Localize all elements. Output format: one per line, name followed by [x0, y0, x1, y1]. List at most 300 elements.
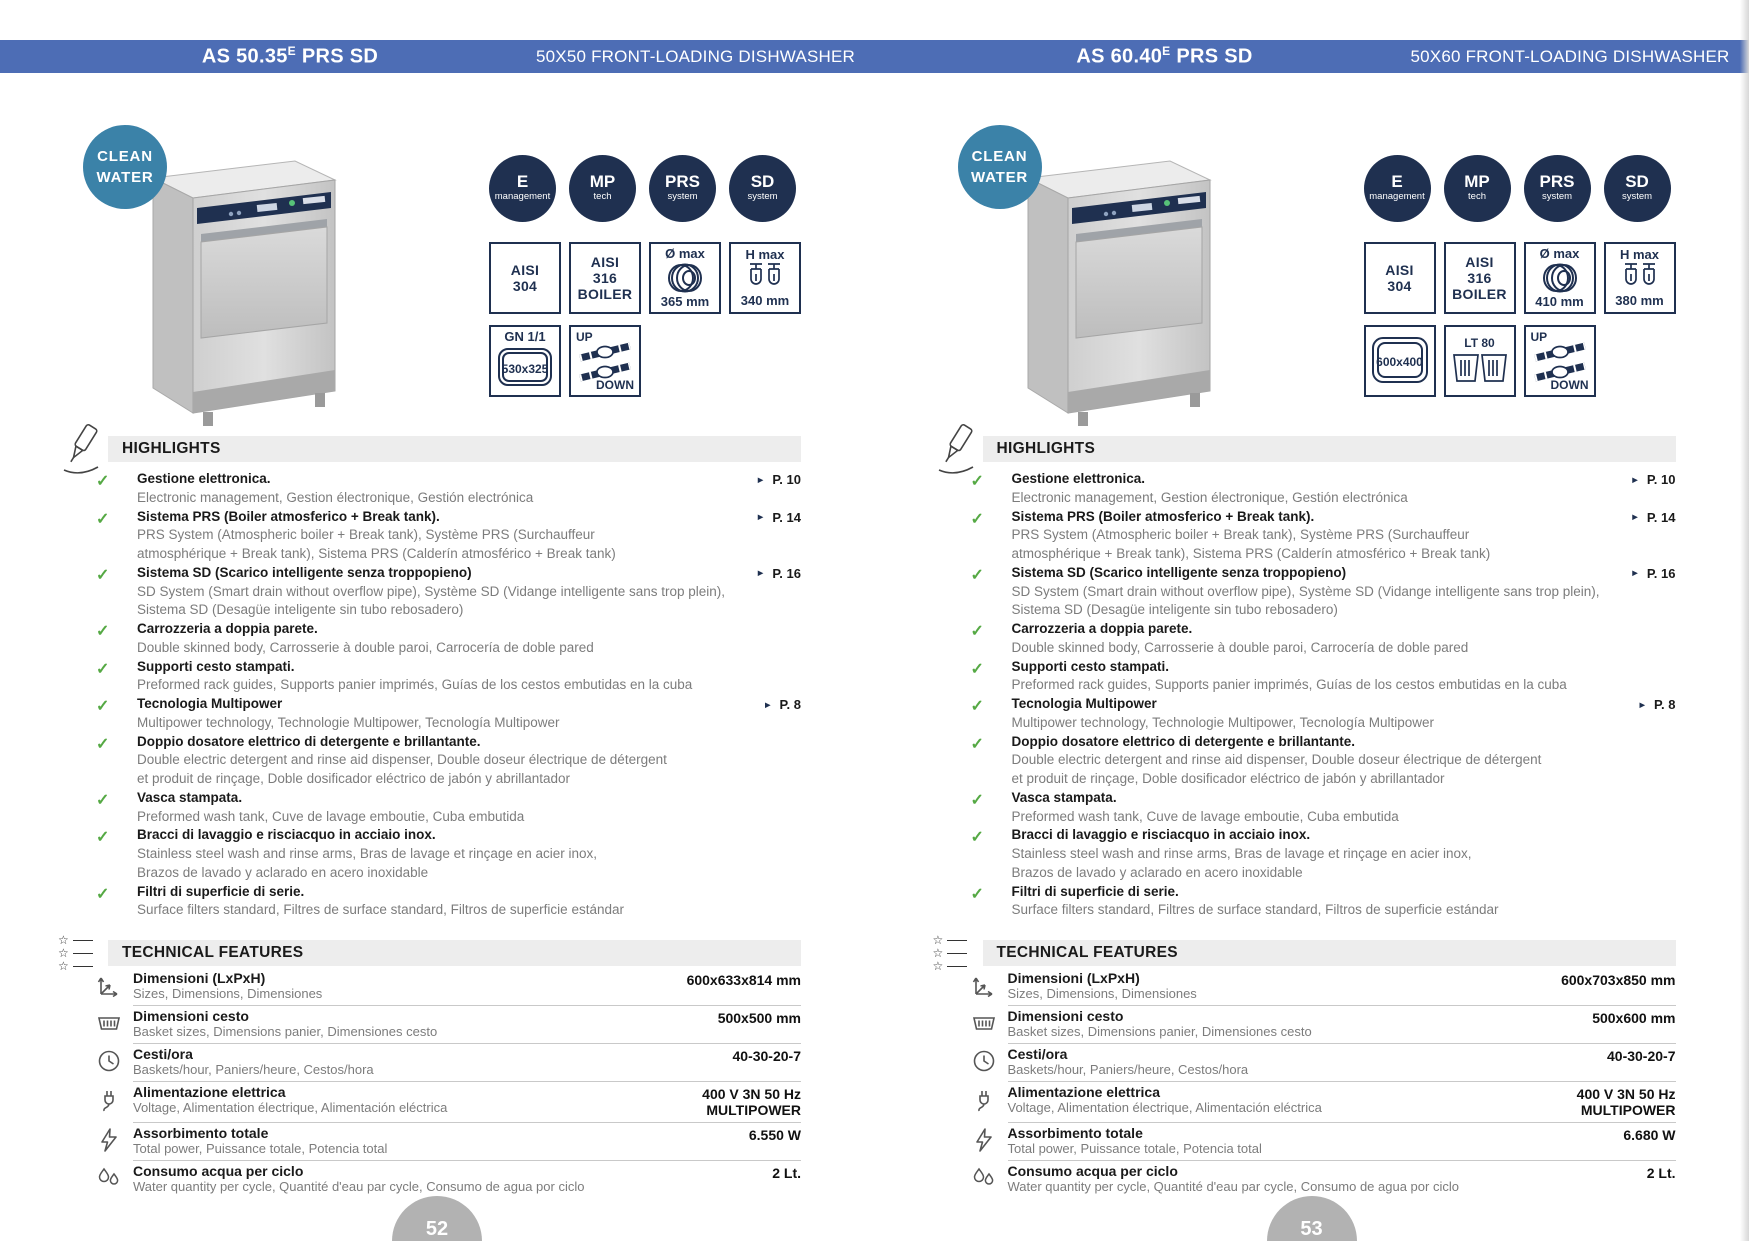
check-icon: ✓	[96, 829, 110, 847]
spec-badge-wash-arms	[569, 325, 641, 397]
feature-circle-main: MP	[589, 172, 616, 192]
highlight-title: Gestione elettronica.	[1011, 471, 1146, 486]
product-title	[130, 44, 450, 69]
tech-row-icon-wrap	[96, 968, 133, 1006]
spec-badge-line: AISI	[1385, 261, 1414, 278]
page-reference-text: P. 16	[1646, 565, 1676, 581]
tech-row-title: Alimentazione elettrica	[133, 1084, 286, 1100]
spec-badge-line: BOILER	[577, 286, 633, 303]
tech-row-title: Alimentazione elettrica	[1007, 1084, 1160, 1100]
highlight-item	[971, 658, 1676, 696]
highlight-translation: Brazos de lavado y aclarado en acero inoxidable	[137, 864, 429, 880]
tech-row-title: Dimensioni cesto	[1007, 1008, 1124, 1024]
check-icon: ✓	[96, 623, 110, 640]
feature-circle-main: PRS	[665, 172, 700, 192]
tech-row-translation: Total power, Puissance totale, Potencia total	[1007, 1141, 1262, 1156]
lightning-icon	[96, 1127, 122, 1153]
product-photo	[145, 148, 345, 438]
spec-badge-wash-arms	[1524, 325, 1596, 397]
tech-row-body	[133, 968, 801, 1006]
highlight-title: Doppio dosatore elettrico di detergente e brillantante.	[1011, 733, 1356, 749]
plug-icon	[96, 1086, 122, 1112]
highlight-title: Sistema SD (Scarico intelligente senza troppopieno)	[137, 564, 472, 580]
highlight-translation: Double electric detergent and rinse aid dispenser, Double doseur électrique de détergent	[137, 752, 667, 768]
highlight-translation: atmosphérique + Break tank), Sistema PRS (Calderín atmosférico + Break tank)	[137, 546, 616, 561]
highlight-translation: Stainless steel wash and rinse arms, Bras de lavage et rinçage en acier inox,	[137, 846, 597, 861]
tech-row-labels	[133, 1008, 437, 1039]
feature-circle-sub: management	[494, 191, 551, 203]
tech-row-body	[1008, 1082, 1676, 1123]
spec-badge-value: 380 mm	[1615, 293, 1664, 308]
highlight-translation: SD System (Smart drain without overflow pipe), Système SD (Vidange intelligente sans trop plein),	[137, 583, 726, 599]
spec-badge-label: LT 80	[1464, 336, 1495, 351]
tech-row-value-line1: 6.680 W	[1623, 1127, 1676, 1143]
plate-icon	[1539, 262, 1581, 295]
feature-circle-main: PRS	[1539, 172, 1575, 192]
tech-row-translation: Sizes, Dimensions, Dimensiones	[133, 986, 323, 1001]
highlights-header	[983, 436, 1676, 462]
tech-row-icon-wrap	[96, 1006, 133, 1044]
highlight-item	[96, 470, 801, 508]
tray-box	[1371, 336, 1429, 389]
tech-row-body	[1008, 968, 1676, 1006]
spec-badge-label: Ø max	[665, 246, 705, 262]
feature-circle-sub: tech	[593, 191, 612, 203]
tech-row-value-line2: MULTIPOWER	[706, 1102, 801, 1118]
tech-row-title: Dimensioni (LxPxH)	[133, 970, 266, 986]
tech-row-title: Assorbimento totale	[133, 1125, 269, 1141]
tech-row-value-line1: 2 Lt.	[772, 1165, 801, 1181]
tech-row-title: Cesti/ora	[133, 1046, 193, 1062]
highlight-translation: Preformed rack guides, Supports panier imprimés, Guías de los cestos embutidas en la cuba	[1011, 677, 1567, 693]
highlight-item	[971, 826, 1676, 882]
lightning-icon	[971, 1127, 997, 1153]
tech-row-value	[733, 1046, 802, 1064]
highlight-translation: Double skinned body, Carrosserie à double paroi, Carrocería de doble pared	[1011, 639, 1469, 655]
tech-row-value-line1: 600x703x850 mm	[1561, 972, 1676, 988]
feature-circles	[489, 155, 796, 222]
arrow-icon: ►	[1637, 699, 1648, 711]
spec-badge-line: 316	[1467, 269, 1492, 286]
check-icon: ✓	[970, 829, 984, 847]
tech-row-value-line1: 40-30-20-7	[1607, 1048, 1676, 1064]
tech-row-labels	[133, 1046, 374, 1077]
tech-row-title: Consumo acqua per ciclo	[133, 1163, 304, 1179]
feature-circle-sub: system	[747, 191, 778, 203]
product-category: 50X60 FRONT-LOADING DISHWASHER	[1410, 47, 1730, 66]
highlight-title: Sistema SD (Scarico intelligente senza troppopieno)	[1011, 564, 1347, 580]
feature-circle-mp	[569, 155, 636, 222]
highlight-item	[96, 826, 801, 882]
highlight-title: Doppio dosatore elettrico di detergente e brillantante.	[137, 733, 481, 749]
highlight-item	[971, 508, 1676, 564]
check-icon: ✓	[970, 735, 984, 753]
clean-water-badge	[958, 125, 1042, 209]
tech-feature-row	[971, 1006, 1676, 1044]
tech-row-icon-wrap	[96, 1044, 133, 1082]
feature-circle-e	[1364, 155, 1431, 222]
feature-circle-main: E	[516, 172, 529, 192]
feature-circle-main: MP	[1464, 172, 1490, 192]
tech-row-title: Dimensioni (LxPxH)	[1007, 970, 1140, 986]
check-icon: ✓	[96, 735, 110, 753]
arm-up-label: UP	[576, 330, 593, 344]
arrow-icon: ►	[755, 568, 766, 580]
tech-feature-row	[971, 1123, 1676, 1161]
clock-icon	[971, 1048, 997, 1074]
highlight-translation: et produit de rinçage, Doble dosificador eléctrico de jabón y abrillantador	[1011, 771, 1445, 786]
tech-row-translation: Baskets/hour, Paniers/heure, Cestos/hora	[133, 1062, 374, 1077]
highlight-translation: Brazos de lavado y aclarado en acero inoxidable	[1011, 864, 1303, 880]
highlight-translation: Preformed rack guides, Supports panier imprimés, Guías de los cestos embutidas en la cuba	[137, 677, 693, 693]
highlights-header	[108, 436, 801, 462]
arrow-icon: ►	[755, 512, 766, 523]
page-reference-text: P. 14	[1646, 509, 1676, 525]
product-model-sup: E	[1162, 44, 1171, 58]
highlight-translation: Surface filters standard, Filtres de surface standard, Filtros de superficie estándar	[1011, 902, 1499, 918]
tech-feature-row	[96, 1006, 801, 1044]
tech-row-icon-wrap	[96, 1161, 133, 1198]
tech-row-translation: Water quantity per cycle, Quantité d'eau par cycle, Consumo de agua por ciclo	[133, 1179, 585, 1194]
tech-row-labels	[1008, 1163, 1459, 1194]
tech-row-body	[1008, 1161, 1676, 1198]
spec-badge-text	[489, 242, 561, 314]
clean-water-line2: WATER	[96, 169, 154, 186]
feature-circle-main: E	[1391, 172, 1403, 192]
tech-feature-row	[971, 1161, 1676, 1198]
highlight-title: Supporti cesto stampati.	[137, 658, 295, 674]
tech-row-body	[1008, 1044, 1676, 1082]
page-reference-text: P. 8	[779, 697, 801, 712]
tech-row-value-line1: 400 V 3N 50 Hz	[1576, 1086, 1676, 1102]
spec-badge-label: GN 1/1	[504, 329, 546, 345]
arrow-icon: ►	[1630, 474, 1640, 486]
tech-row-labels	[1008, 1008, 1312, 1039]
dishwasher-illustration	[145, 148, 345, 433]
page-reference-link[interactable]	[1630, 566, 1675, 581]
tech-row-icon-wrap	[971, 1044, 1008, 1082]
clean-water-line1: CLEAN	[971, 148, 1028, 165]
tech-row-translation: Water quantity per cycle, Quantité d'eau par cycle, Consumo de agua por ciclo	[1007, 1179, 1459, 1194]
tech-row-labels	[1008, 970, 1197, 1001]
page-reference-text: P. 10	[772, 472, 801, 487]
highlight-translation: Sistema SD (Desagüe inteligente sin tubo rebosadero)	[137, 602, 464, 618]
product-model: AS 50.35	[201, 45, 288, 68]
tech-row-translation: Sizes, Dimensions, Dimensiones	[1007, 986, 1197, 1001]
dimensions-icon	[971, 972, 997, 998]
tech-feature-row	[96, 1123, 801, 1161]
highlight-item	[971, 564, 1676, 620]
tech-row-value	[687, 970, 801, 988]
highlight-item	[96, 695, 801, 733]
tech-row-value-line2: MULTIPOWER	[1580, 1102, 1676, 1118]
check-icon: ✓	[96, 473, 110, 490]
highlight-item	[96, 733, 801, 789]
feature-circle-sd	[729, 155, 796, 222]
tech-row-body	[1008, 1006, 1676, 1044]
arrow-icon: ►	[763, 699, 773, 711]
tech-features-table	[96, 968, 801, 1198]
tech-row-value	[772, 1163, 801, 1181]
clean-water-line2: WATER	[970, 169, 1029, 186]
checklist-icon: ☆ ☆ ☆	[933, 934, 968, 973]
spec-badge-text	[569, 242, 641, 314]
highlight-translation: Sistema SD (Desagüe inteligente sin tubo rebosadero)	[1011, 602, 1338, 618]
spec-badge-plate-diameter	[649, 242, 721, 314]
check-icon: ✓	[96, 660, 110, 678]
tech-row-labels	[133, 970, 322, 1001]
check-icon: ✓	[970, 885, 984, 903]
product-photo	[1020, 148, 1220, 438]
checklist-icon: ☆ ☆ ☆	[58, 934, 93, 973]
tech-row-labels	[1008, 1084, 1322, 1115]
dishwasher-illustration	[1020, 148, 1220, 433]
check-icon: ✓	[96, 510, 110, 528]
spec-badge-text	[1364, 242, 1436, 314]
clock-icon	[96, 1048, 122, 1074]
page-reference-link[interactable]	[1638, 697, 1676, 712]
badge-row-1	[489, 242, 801, 314]
highlight-title: Gestione elettronica.	[137, 471, 271, 486]
highlight-item	[971, 470, 1676, 508]
page-reference-text: P. 10	[1646, 472, 1676, 487]
tech-features-title: TECHNICAL FEATURES	[996, 944, 1178, 961]
tech-row-value-line1: 500x500 mm	[717, 1010, 801, 1026]
badge-row-1	[1364, 242, 1676, 314]
tech-row-labels	[1008, 1046, 1249, 1077]
spec-badge-value: 600x400	[1376, 355, 1423, 369]
tech-row-title: Consumo acqua per ciclo	[1007, 1163, 1178, 1179]
spec-badge-label: Ø max	[1539, 246, 1580, 262]
tech-row-icon-wrap	[96, 1123, 133, 1161]
tech-features-title: TECHNICAL FEATURES	[122, 944, 304, 961]
tech-row-translation: Baskets/hour, Paniers/heure, Cestos/hora	[1007, 1062, 1249, 1077]
badge-row-2	[1364, 325, 1596, 397]
page-reference-link[interactable]	[756, 472, 801, 487]
highlight-translation: Surface filters standard, Filtres de surface standard, Filtros de superficie estándar	[137, 902, 624, 918]
product-title	[1005, 44, 1325, 69]
feature-circle-prs	[649, 155, 716, 222]
arm-down-label: DOWN	[596, 378, 634, 392]
feature-circle-main: SD	[1625, 172, 1649, 192]
feature-circle-sub: system	[667, 191, 698, 203]
highlight-item	[96, 789, 801, 827]
highlight-title: Bracci di lavaggio e risciacquo in acciaio inox.	[137, 827, 436, 843]
tech-row-icon-wrap	[96, 1082, 133, 1123]
page-number-badge: 52	[392, 1196, 482, 1241]
highlight-translation: Multipower technology, Technologie Multipower, Tecnología Multipower	[1011, 714, 1434, 730]
highlight-translation: SD System (Smart drain without overflow pipe), Système SD (Vidange intelligente sans trop plein),	[1011, 583, 1600, 599]
tech-row-icon-wrap	[971, 1006, 1008, 1044]
tech-row-value	[702, 1084, 801, 1118]
arrow-icon: ►	[1630, 512, 1640, 523]
tech-features-header	[983, 940, 1676, 966]
tech-row-icon-wrap	[971, 968, 1008, 1006]
feature-circle-sub: system	[1541, 191, 1573, 203]
water-drops-icon	[96, 1165, 122, 1191]
tech-row-title: Dimensioni cesto	[133, 1008, 249, 1024]
highlight-item	[971, 620, 1676, 658]
tech-row-body	[133, 1006, 801, 1044]
tech-features-header	[108, 940, 801, 966]
spec-badge-line: 304	[1387, 278, 1412, 294]
feature-circle-sub: management	[1369, 191, 1425, 203]
highlight-translation: Double electric detergent and rinse aid dispenser, Double doseur électrique de détergent	[1011, 752, 1542, 768]
feature-circle-e	[489, 155, 556, 222]
highlight-title: Filtri di superficie di serie.	[1011, 883, 1179, 899]
spec-badge-gn-container	[489, 325, 561, 397]
basket-icon	[96, 1010, 122, 1036]
check-icon: ✓	[96, 698, 110, 715]
clean-water-line1: CLEAN	[97, 148, 153, 165]
check-icon: ✓	[970, 791, 984, 809]
highlight-title: Carrozzeria a doppia parete.	[137, 621, 318, 636]
tech-row-value-line1: 2 Lt.	[1646, 1165, 1676, 1181]
tech-row-body	[1008, 1123, 1676, 1161]
highlight-title: Sistema PRS (Boiler atmosferico + Break tank).	[1011, 508, 1315, 524]
highlight-translation: Electronic management, Gestion électronique, Gestión electrónica	[1011, 489, 1408, 505]
highlight-translation: Double skinned body, Carrosserie à double paroi, Carrocería de doble pared	[137, 639, 594, 655]
highlight-title: Vasca stampata.	[137, 789, 243, 805]
spec-badge-glass-height	[729, 242, 801, 314]
tech-row-value	[718, 1008, 801, 1026]
tech-row-body	[133, 1082, 801, 1123]
highlight-item	[96, 508, 801, 564]
tech-row-labels	[133, 1125, 387, 1156]
tech-row-translation: Voltage, Alimentation électrique, Alimentación eléctrica	[133, 1100, 448, 1115]
tech-row-value-line1: 40-30-20-7	[732, 1048, 801, 1064]
highlight-translation: Preformed wash tank, Cuve de lavage emboutie, Cuba embutida	[137, 808, 525, 824]
tech-row-value-line1: 400 V 3N 50 Hz	[702, 1086, 801, 1102]
highlight-title: Carrozzeria a doppia parete.	[1011, 621, 1193, 636]
tech-row-value-line1: 6.550 W	[748, 1127, 801, 1143]
tech-row-icon-wrap	[971, 1123, 1008, 1161]
basket-icon	[971, 1010, 997, 1036]
catalog-page	[875, 0, 1749, 1241]
product-model-suffix: PRS SD	[1170, 45, 1253, 68]
tech-feature-row	[971, 1082, 1676, 1123]
arm-up-label: UP	[1530, 330, 1548, 344]
page-reference-text: P. 8	[1654, 697, 1676, 712]
highlight-translation: atmosphérique + Break tank), Sistema PRS (Calderín atmosférico + Break tank)	[1011, 546, 1491, 561]
spec-badge-value: 530x325	[501, 362, 549, 377]
highlight-title: Bracci di lavaggio e risciacquo in acciaio inox.	[1011, 827, 1311, 843]
page-reference-link[interactable]	[756, 510, 801, 525]
page-reference-link[interactable]	[1630, 472, 1675, 487]
spec-badge-line: 304	[512, 278, 538, 294]
highlight-item	[971, 733, 1676, 789]
check-icon: ✓	[970, 623, 984, 640]
tech-row-title: Cesti/ora	[1007, 1046, 1068, 1062]
tech-row-translation: Basket sizes, Dimensions panier, Dimensiones cesto	[133, 1024, 438, 1039]
page-number-badge: 53	[1267, 1196, 1357, 1241]
product-category: 50X50 FRONT-LOADING DISHWASHER	[536, 47, 855, 66]
tech-row-translation: Total power, Puissance totale, Potencia total	[133, 1141, 388, 1156]
page-reference-link[interactable]	[763, 697, 801, 712]
product-model-sup: E	[287, 44, 296, 58]
tech-feature-row	[96, 1082, 801, 1123]
highlight-title: Filtri di superficie di serie.	[137, 883, 305, 899]
plate-icon	[664, 262, 706, 295]
highlight-translation: Stainless steel wash and rinse arms, Bras de lavage et rinçage en acier inox,	[1011, 846, 1472, 861]
tech-row-translation: Basket sizes, Dimensions panier, Dimensiones cesto	[1007, 1024, 1312, 1039]
spec-badge-glass-height	[1604, 242, 1676, 314]
check-icon: ✓	[970, 510, 984, 528]
clean-water-badge	[83, 125, 167, 209]
highlights-title: HIGHLIGHTS	[996, 440, 1096, 457]
spec-badge-basket-size	[1364, 325, 1436, 397]
highlight-title: Tecnologia Multipower	[1011, 696, 1157, 711]
page-reference-text: P. 16	[772, 565, 801, 581]
highlight-title: Vasca stampata.	[1011, 789, 1117, 805]
tech-feature-row	[971, 1044, 1676, 1082]
highlight-translation: et produit de rinçage, Doble dosificador eléctrico de jabón y abrillantador	[137, 771, 571, 786]
tech-row-value	[749, 1125, 801, 1143]
arm-down-label: DOWN	[1550, 378, 1589, 392]
tech-row-value-line1: 600x633x814 mm	[686, 972, 801, 988]
page-reference-text: P. 14	[772, 509, 801, 525]
arrow-icon: ►	[755, 474, 766, 486]
feature-circle-prs	[1524, 155, 1591, 222]
highlight-title: Supporti cesto stampati.	[1011, 658, 1170, 674]
spec-badge-line: AISI	[510, 261, 540, 278]
check-icon: ✓	[970, 473, 984, 490]
spec-badge-value: 365 mm	[660, 293, 710, 309]
spec-badge-plate-diameter	[1524, 242, 1596, 314]
tech-features-table	[971, 968, 1676, 1198]
gn-box	[497, 347, 553, 392]
product-model-suffix: PRS SD	[295, 45, 379, 68]
tech-row-title: Assorbimento totale	[1007, 1125, 1143, 1141]
dimensions-icon	[96, 972, 122, 998]
feature-circle-sub: tech	[1468, 191, 1486, 203]
feature-circle-sd	[1604, 155, 1671, 222]
tech-row-value	[1561, 970, 1675, 988]
page-reference-link[interactable]	[756, 566, 801, 581]
highlight-translation: Preformed wash tank, Cuve de lavage emboutie, Cuba embutida	[1011, 808, 1399, 824]
highlight-item	[971, 695, 1676, 733]
highlight-item	[96, 658, 801, 696]
tech-row-labels	[133, 1084, 447, 1115]
tech-row-value	[1647, 1163, 1676, 1181]
highlight-translation: Multipower technology, Technologie Multipower, Tecnología Multipower	[137, 714, 560, 730]
tech-row-value-line1: 500x600 mm	[1592, 1010, 1676, 1026]
check-icon: ✓	[970, 566, 984, 584]
spec-badge-line: 316	[592, 269, 618, 286]
check-icon: ✓	[970, 698, 984, 715]
highlight-translation: PRS System (Atmospheric boiler + Break tank), Système PRS (Surchauffeur	[1011, 527, 1470, 543]
arrow-icon: ►	[1630, 568, 1640, 580]
highlights-list	[971, 470, 1676, 920]
feature-circle-main: SD	[750, 172, 775, 192]
highlight-item	[96, 883, 801, 921]
product-model: AS 60.40	[1076, 45, 1163, 68]
highlight-title: Tecnologia Multipower	[137, 696, 283, 711]
tech-feature-row	[971, 968, 1676, 1006]
glasses-icon	[1622, 262, 1658, 294]
tech-row-icon-wrap	[971, 1082, 1008, 1123]
highlights-list	[96, 470, 801, 920]
spec-badge-glasswasher-racks	[1444, 325, 1516, 397]
tech-row-body	[133, 1123, 801, 1161]
check-icon: ✓	[96, 885, 110, 903]
highlight-item	[96, 564, 801, 620]
page-reference-link[interactable]	[1630, 510, 1675, 525]
tech-row-value	[1623, 1125, 1675, 1143]
glasses-icon	[747, 262, 783, 294]
tech-row-body	[133, 1044, 801, 1082]
check-icon: ✓	[970, 660, 984, 678]
